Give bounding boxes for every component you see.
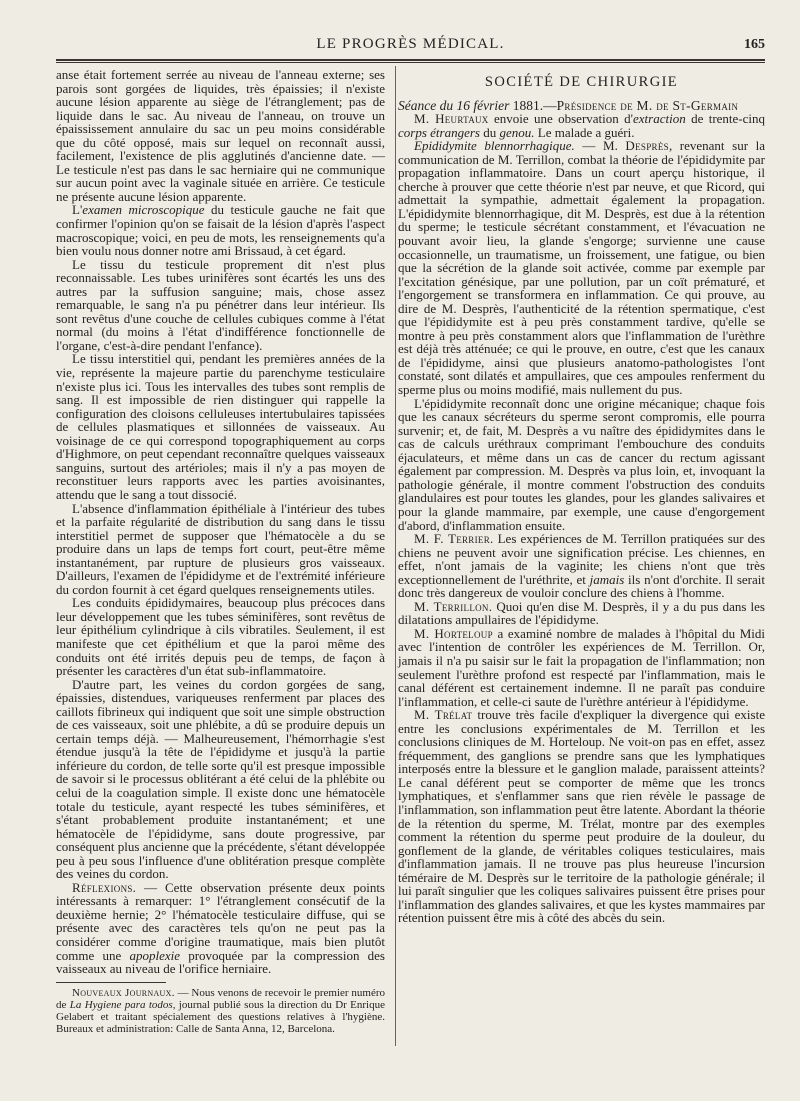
paragraph: L'absence d'inflammation épithéliale à l'intérieur des tubes et la parfaite régularité de distribution du sang dans le tissu interstitiel permet de supposer que l'hématocèle a du se produire dans un laps de temps fort court, peut-être même instantanément, par rupture de plusieurs gros vaisseaux. D'ailleurs, l'examen de l'épididyme et de l'extrémité inférieure du cordon fournit à cet égard quelques renseignements utiles. — [56, 500, 385, 597]
left-column — [56, 68, 385, 1035]
page-number: 165 — [744, 37, 765, 52]
paragraph: Les conduits épididymaires, beaucoup plus précoces dans leur développement que les tubes séminifères, sont revêtus de leur épithélium cylindrique à cils vibratiles. Seulement, il est manifeste que cet épithélium et que la paroi même des conduits ont été irrités depuis peu de temps, de façon à présenter les caractères d'un état sub-inflammatoire. — [56, 595, 385, 679]
paragraph: D'autre part, les veines du cordon gorgées de sang, épaissies, distendues, variqueuses renferment par places des caillots fibrineux qui indiquent que soit une simple obstruction de ces vaisseaux, soit une phlébite, a dû se produire depuis un certain temps déjà. — Malheureusement, l'hémorrhagie s'est étendue jusqu'à la tête de l'épididyme et jusqu'à la partie inférieure du cordon, de telle sorte qu'il est presque impossible de savoir si le processus oblitérant a été celui de la phlébite ou celui de la coagulation simple. Il existe donc une hématocèle totale du testicule, ayant respecté les tubes séminifères, et s'étant probablement produite instantanément; et une hématocèle de l'épididyme, sans doute progressive, par conséquent plus ancienne que la précédente, s'étant développée peu à peu sous l'influence d'une oblitération presque complète des veines du cordon. — [56, 676, 385, 882]
footnote: Nouveaux Journaux. — Nous venons de recevoir le premier numéro de La Hygiene para todos, journal publié sous la direction du Dr Enrique Gelabert et traitant spécialement des questions relatives à l'hygiène. Bureaux et administration: Calle de Santa Anna, 12, Barcelona. — [56, 986, 385, 1035]
paragraph: M. Horteloup a examiné nombre de malades à l'hôpital du Midi avec l'intention de contrôler les expériences de M. Terrillon. Or, jamais il n'a pu saisir sur le fait la propagation de l'inflammation; non seulement l'urèthre profond est respecté par l'inflammation, mais le canal déférent est certainement indemne. Il ne paraît pas conduire l'inflammation, et celle-ci saute de l'urèthre antérieur à l'épididyme. — [398, 625, 765, 709]
paragraph: M. Terrillon. Quoi qu'en dise M. Desprès, il y a du pus dans les dilatations ampullaires de l'épididyme. — [398, 598, 765, 628]
section-title: SOCIÉTÉ DE CHIRURGIE — [484, 74, 679, 90]
reflexions-paragraph: Réflexions. — Cette observation présente deux points intéressants à remarquer: 1° l'étranglement consécutif de la deuxième hernie; 2° l'hématocèle testiculaire diffuse, qui se présente avec des caractères tels qu'on ne peut pas la considérer comme d'origine traumatique, mais bien plutôt comme une apoplexie provoquée par la compression des vaisseaux au niveau de l'orifice herniaire. — [56, 879, 385, 977]
seance-line: Séance du 16 février 1881.—Présidence de M. de St-Germain — [398, 97, 739, 113]
header-rule — [56, 59, 765, 61]
paragraph: Epididymite blennorrhagique. — M. Desprès, revenant sur la communication de M. Terrillon, combat la théorie de l'épididymite par propagation inflammatoire. Dans un court aperçu historique, il cherche à prouver que cette théorie n'est par neuve, et que Ricord, qui admettait la sympathie, admettait également la propagation. L'épididymite blennorrhagique, dit M. Desprès, est due à la rétention du sperme; le testicule sécrétant constamment, et l'évacuation ne pouvant avoir lieu, la glande s'engorge; survienne une cause occasionnelle, un traumatisme, un froissement, une fatigue, ou bien que la sécrétion de la glande soit activée, comme par exemple par l'excitation génésique, par une pollution, par un coït prématuré, et l'engorgement se transformera en inflammation. Ce qui prouve, au dire de M. Desprès, l'authenticité de la rétention spermatique, c'est que l'épididymite est à peu près constamment tardive, qu'elle se montre à peu près constamment alors que l'inflammation de l'urèthre est déjà très atténuée; ce qui le prouve, en outre, c'est que les canaux de l'épididyme, ainsi que plusieurs anatomo-pathologistes l'ont constaté, sont dilatés et ampullaires, que ces ampoules renferment du sperme plus ou moins modifié, mais nullement du pus. — [398, 138, 765, 398]
paragraph: M. Heurtaux envoie une observation d'extraction de trente-cinq corps étrangers du genou. Le malade a guéri. — [398, 111, 766, 140]
footnote-rule — [56, 982, 166, 983]
paragraph: anse était fortement serrée au niveau de l'anneau externe; ses parois sont gorgées de liquides, très épaissies; il n'existe aucune lésion apparente au siège de l'étranglement; pas de liquide dans le sac. Au niveau de l'anneau, on trouve un épaississement annulaire du sac un peu moins considérable que du côté opposé, mais sur lequel on reconnaît aussi, facilement, l'existence de plis agglutinés d'ancienne date. — Le testicule n'est pas dans le sac herniaire qui ne communique sur aucun point avec la vaginale située en arrière. Ce testicule ne présente aucune lésion apparente. — [56, 67, 385, 204]
paragraph: L'examen microscopique du testicule gauche ne fait que confirmer l'opinion qu'on se faisait de la lésion d'après l'aspect macroscopique; voici, en peu de mots, les renseignements qu'a bien voulu nous donner notre ami Brissaud, à cet égard. — [56, 202, 385, 259]
right-column — [398, 68, 765, 925]
paragraph: L'épididymite reconnaît donc une origine mécanique; chaque fois que les canaux sécréteurs du sperme seront compromis, elle pourra survenir; et, de fait, M. Desprès a vu naître des épididymites dans le cas de calculs uréthraux comprimant l'embouchure des conduits éjaculateurs, et même dans un cas de cancer du rectum agissant également par compression. M. Desprès va plus loin, et, invoquant la pathologie générale, il montre comment l'obstruction des conduits glandulaires est pour toutes les glandes, pour les glandes salivaires et pour la glande mammaire, par exemple, une cause d'engorgement d'abord, d'inflammation ensuite. — [398, 395, 765, 533]
header-rule-thin — [56, 62, 765, 63]
paragraph: M. Trélat trouve très facile d'expliquer la divergence qui existe entre les conclusions expérimentales de M. Terrillon et les conclusions cliniques de M. Horteloup. Ne voit-on pas en effet, assez fréquemment, des ganglions se prendre sans que les lymphatiques interposés entre la blessure et le ganglion malade, paraissent atteints? Le canal déférent peut se comporter de même que les troncs lymphatiques, et s'enflammer sans que rien révèle le passage de l'inflammation, son inflammation peut être latente. Abordant la théorie de la rétention du sperme, M. Trélat, montre par des exemples comment la rétention du sperme peut produire de la douleur, du gonflement de la glande, de véritables coliques testiculaires, mais d'inflammation jamais. Il ne trouve pas plus heureuse l'incursion téméraire de M. Desprès sur le territoire de la pathologie générale; il lui paraît singulier que les coliques salivaires puissent être prises pour l'inflammation des glandes salivaires, et que les kystes mammaires par rétention puissent être mis à côté des abcès du sein. — [398, 707, 765, 926]
paragraph: Le tissu interstitiel qui, pendant les premières années de la vie, représente la majeure partie du parenchyme testiculaire n'existe plus ici. Tous les intervalles des tubes sont remplis de sang. Il est impossible de rien distinguer qui rappelle la configuration des cloisons celluleuses intertubulaires tapissées de cellules plasmatiques et sillonnées de vaisseaux. Au voisinage de ce qui correspond topographiquement au corps d'Highmore, on peut cependant reconnaître quelques vaisseaux sanguins, surtout des artérioles; mais il n'y a pas moyen de reconstituer leurs rapports avec les parties avoisinantes, attendu que le sang a tout dissocié. — [56, 351, 385, 502]
column-divider — [395, 66, 396, 1046]
journal-title: LE PROGRÈS MÉDICAL. — [316, 36, 505, 52]
page-header — [56, 36, 765, 58]
paragraph: Le tissu du testicule proprement dit n'est plus reconnaissable. Les tubes urinifères sont écartés les uns des autres par la suffusion sanguine; mais, chose assez remarquable, le sang n'a pu pénétrer dans leur intérieur. Ils sont revêtus d'une couche de cellules cubiques comme à l'état normal (du moins à l'état d'indifférence fonctionnelle de l'organe, c'est-à-dire pendant l'enfance). — [56, 256, 385, 353]
paragraph: M. F. Terrier. Les expériences de M. Terrillon pratiquées sur des chiens ne peuvent avoir une signification précise. Les chiennes, en effet, n'ont jamais de la vaginite; les chiens n'ont que très exceptionnellement de l'uréthrite, et jamais ils n'ont d'orchite. Il serait donc très dangereux de vouloir conclure des chiens à l'homme. — [398, 531, 766, 601]
